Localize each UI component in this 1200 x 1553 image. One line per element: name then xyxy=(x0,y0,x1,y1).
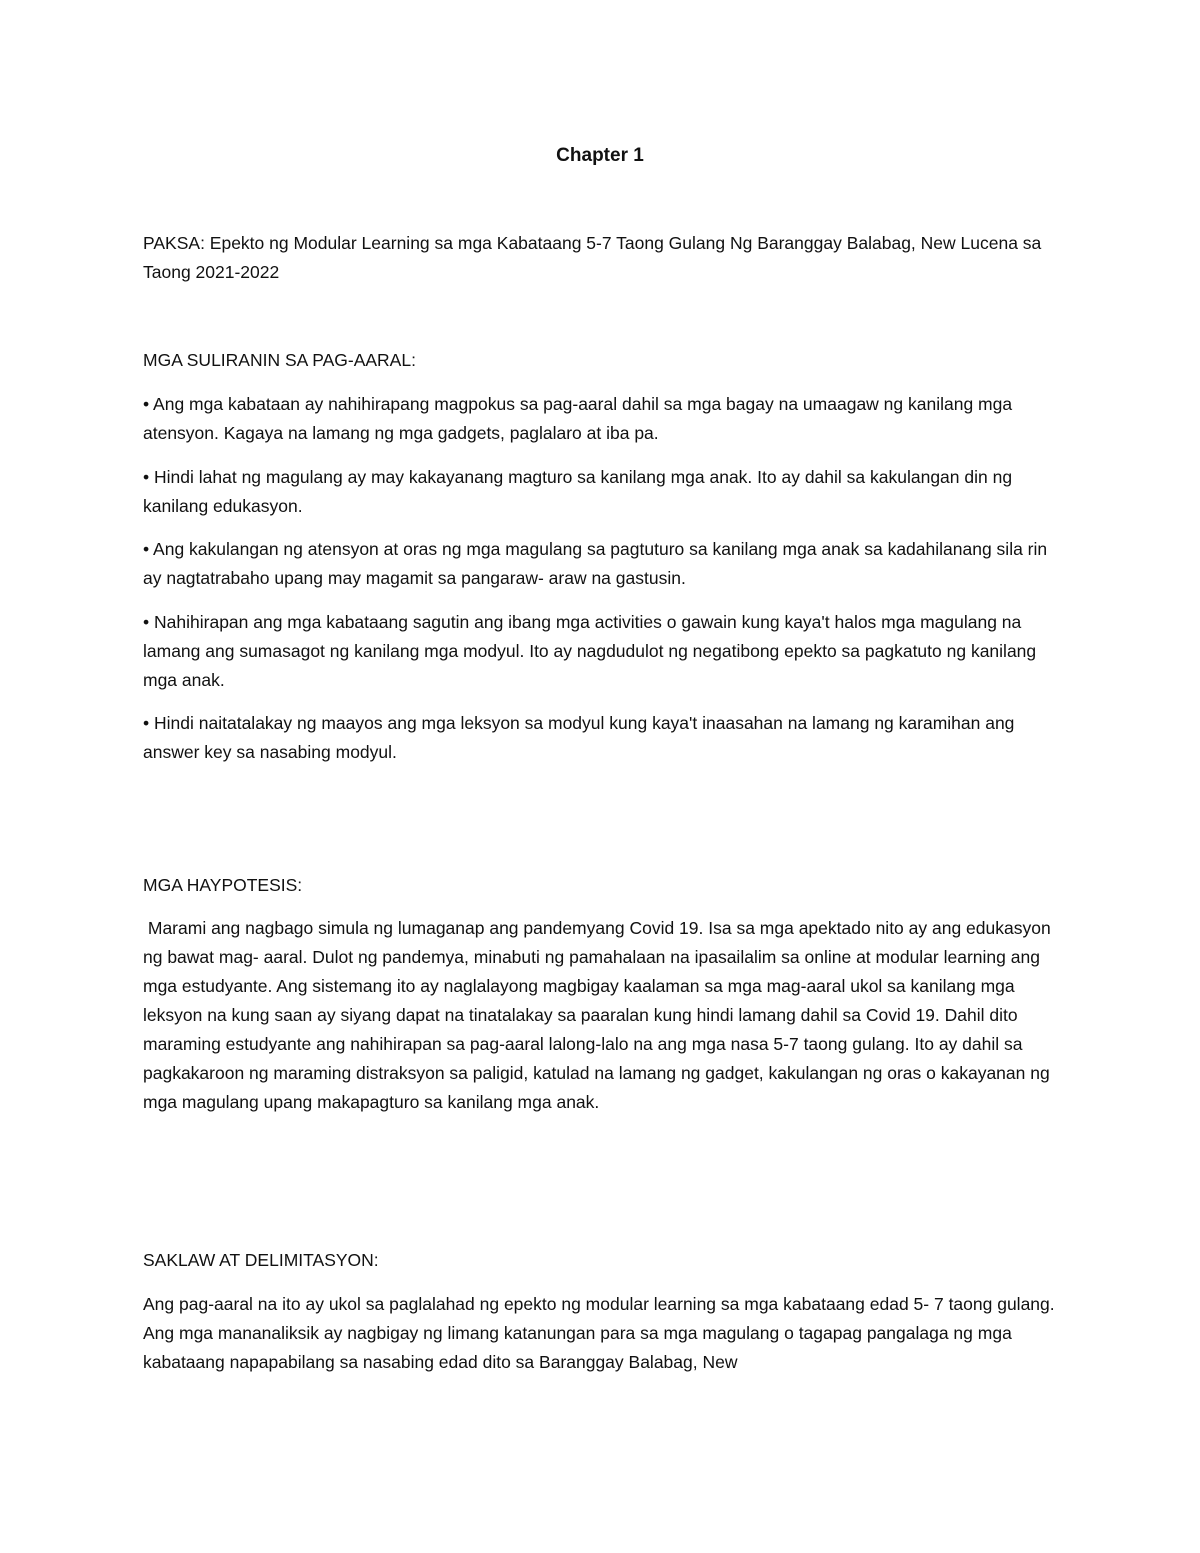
bullet-text: Nahihirapan ang mga kabataang sagutin ang ibang mga activities o gawain kung kaya't halos mga magulang na lamang ang sumasagot ng kanilang mga modyul. Ito ay nagdudulot ng negatibong epekto sa pagkatuto ng kanilang mga anak. xyxy=(143,612,1037,690)
chapter-title: Chapter 1 xyxy=(556,145,644,166)
bullet-icon: • xyxy=(143,713,150,733)
suliranin-bullet-5 xyxy=(143,709,1063,767)
bullet-text: Ang kakulangan ng atensyon at oras ng mga magulang sa pagtuturo sa kanilang mga anak sa kadahilanang sila rin ay nagtatrabaho upang may magamit sa pangaraw- araw na gastusin. xyxy=(143,539,1048,588)
suliranin-bullet-1 xyxy=(143,390,1063,448)
suliranin-heading: MGA SULIRANIN SA PAG-AARAL: xyxy=(143,350,416,370)
haypotesis-heading: MGA HAYPOTESIS: xyxy=(143,875,303,895)
bullet-icon: • xyxy=(143,394,150,414)
suliranin-bullet-2 xyxy=(143,463,1063,521)
bullet-text: Ang mga kabataan ay nahihirapang magpokus sa pag-aaral dahil sa mga bagay na umaagaw ng kanilang mga atensyon. Kagaya na lamang ng mga gadgets, paglalaro at iba pa. xyxy=(143,394,1013,443)
bullet-text: Hindi naitatalakay ng maayos ang mga leksyon sa modyul kung kaya't inaasahan na lamang ng karamihan ang answer key sa nasabing modyul. xyxy=(143,713,1015,762)
bullet-text: Hindi lahat ng magulang ay may kakayanang magturo sa kanilang mga anak. Ito ay dahil sa kakulangan din ng kanilang edukasyon. xyxy=(143,467,1013,516)
bullet-icon: • xyxy=(143,612,150,632)
bullet-icon: • xyxy=(143,539,150,559)
haypotesis-paragraph: Marami ang nagbago simula ng lumaganap ang pandemyang Covid 19. Isa sa mga apektado nito ay ang edukasyon ng bawat mag- aaral. Dulot ng pandemya, minabuti ng pamahalaan na ipasailalim sa online at modular learning ang mga estudyante. Ang sistemang ito ay naglalayong magbigay kaalaman sa mga mag-aaral ukol sa kanilang mga leksyon na kung saan ay siyang dapat na tinatalakay sa paaralan kung hindi lamang dahil sa Covid 19. Dahil dito maraming estudyante ang nahihirapan sa pag-aaral lalong-lalo na ang mga nasa 5-7 taong gulang. Ito ay dahil sa pagkakaroon ng maraming distraksyon sa paligid, katulad na lamang ng gadget, kakulangan ng oras o kakayanan ng mga magulang upang makapagturo sa kanilang mga anak. xyxy=(143,918,1056,1112)
paksa-paragraph: PAKSA: Epekto ng Modular Learning sa mga Kabataang 5-7 Taong Gulang Ng Baranggay Balabag, New Lucena sa Taong 2021-2022 xyxy=(143,233,1042,282)
suliranin-bullet-4 xyxy=(143,608,1063,695)
saklaw-paragraph: Ang pag-aaral na ito ay ukol sa paglalahad ng epekto ng modular learning sa mga kabataang edad 5- 7 taong gulang. Ang mga mananaliksik ay nagbigay ng limang katanungan para sa mga magulang o tagapag pangalaga ng mga kabataang napapabilang sa nasabing edad dito sa Baranggay Balabag, New xyxy=(143,1294,1055,1372)
suliranin-bullet-3 xyxy=(143,535,1063,593)
bullet-icon: • xyxy=(143,467,150,487)
saklaw-heading: SAKLAW AT DELIMITASYON: xyxy=(143,1250,379,1270)
